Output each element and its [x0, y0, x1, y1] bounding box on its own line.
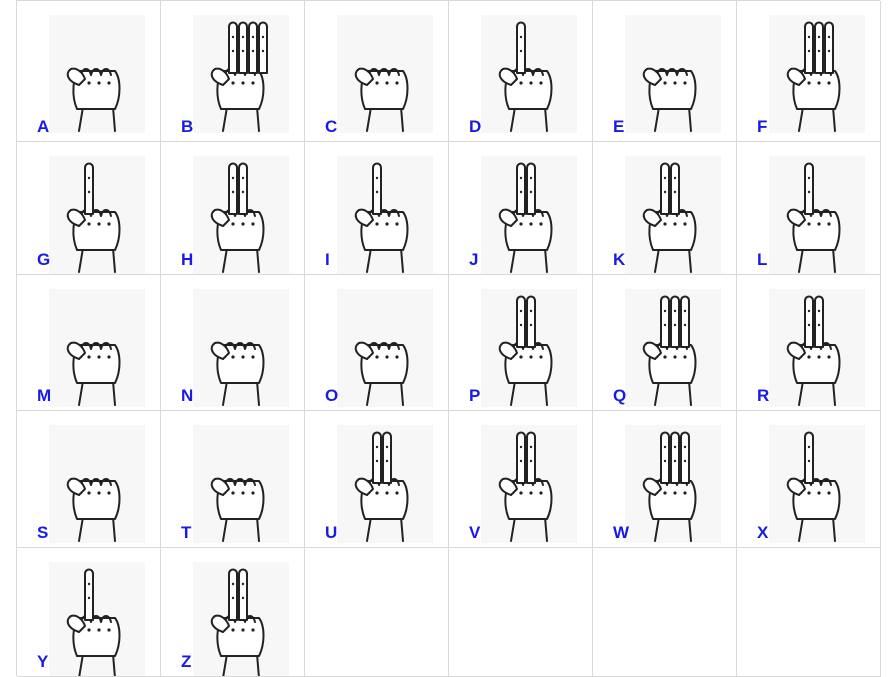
empty-cell: [449, 548, 593, 677]
m-hand-sign-icon: [49, 289, 145, 407]
l-hand-sign-icon: [769, 156, 865, 274]
h-hand-sign-icon: [193, 156, 289, 274]
sign-letter-label: R: [757, 386, 770, 405]
v-hand-sign-icon: [481, 425, 577, 543]
sign-cell-f: [737, 1, 881, 142]
sign-cell-l: [737, 142, 881, 275]
sign-cell-n: [161, 275, 305, 411]
sign-cell-w: [593, 411, 737, 548]
sign-cell-g: [17, 142, 161, 275]
sign-letter-label: A: [37, 117, 50, 136]
sign-letter-label: Z: [181, 652, 192, 671]
t-hand-sign-icon: [193, 425, 289, 543]
sign-cell-b: [161, 1, 305, 142]
sign-letter-label: O: [325, 386, 339, 405]
sign-cell-k: [593, 142, 737, 275]
w-hand-sign-icon: [625, 425, 721, 543]
j-hand-sign-icon: [481, 156, 577, 274]
sign-letter-label: J: [469, 250, 479, 269]
sign-letter-label: Y: [37, 652, 49, 671]
sign-cell-c: [305, 1, 449, 142]
sign-letter-label: L: [757, 250, 768, 269]
sign-cell-r: [737, 275, 881, 411]
b-hand-sign-icon: [193, 15, 289, 133]
sign-cell-e: [593, 1, 737, 142]
empty-cell: [737, 548, 881, 677]
q-hand-sign-icon: [625, 289, 721, 407]
s-hand-sign-icon: [49, 425, 145, 543]
sign-cell-v: [449, 411, 593, 548]
sign-cell-m: [17, 275, 161, 411]
sign-cell-h: [161, 142, 305, 275]
sign-letter-label: T: [181, 523, 192, 542]
sign-cell-j: [449, 142, 593, 275]
sign-letter-label: X: [757, 523, 769, 542]
sign-letter-label: W: [613, 523, 630, 542]
empty-cell: [305, 548, 449, 677]
o-hand-sign-icon: [337, 289, 433, 407]
sign-letter-label: I: [325, 250, 330, 269]
a-hand-sign-icon: [49, 15, 145, 133]
c-hand-sign-icon: [337, 15, 433, 133]
f-hand-sign-icon: [769, 15, 865, 133]
i-hand-sign-icon: [337, 156, 433, 274]
x-hand-sign-icon: [769, 425, 865, 543]
r-hand-sign-icon: [769, 289, 865, 407]
y-hand-sign-icon: [49, 562, 145, 677]
sign-cell-z: [161, 548, 305, 677]
e-hand-sign-icon: [625, 15, 721, 133]
sign-cell-y: [17, 548, 161, 677]
sign-cell-q: [593, 275, 737, 411]
d-hand-sign-icon: [481, 15, 577, 133]
p-hand-sign-icon: [481, 289, 577, 407]
n-hand-sign-icon: [193, 289, 289, 407]
k-hand-sign-icon: [625, 156, 721, 274]
sign-cell-i: [305, 142, 449, 275]
sign-cell-u: [305, 411, 449, 548]
sign-cell-p: [449, 275, 593, 411]
sign-cell-t: [161, 411, 305, 548]
sign-letter-label: V: [469, 523, 481, 542]
sign-cell-x: [737, 411, 881, 548]
sign-letter-label: F: [757, 117, 768, 136]
sign-letter-label: Q: [613, 386, 627, 405]
sign-letter-label: P: [469, 386, 481, 405]
sign-letter-label: H: [181, 250, 194, 269]
sign-letter-label: B: [181, 117, 194, 136]
sign-letter-label: N: [181, 386, 194, 405]
sign-cell-a: [17, 1, 161, 142]
sign-letter-label: U: [325, 523, 338, 542]
empty-cell: [593, 548, 737, 677]
g-hand-sign-icon: [49, 156, 145, 274]
u-hand-sign-icon: [337, 425, 433, 543]
sign-cell-o: [305, 275, 449, 411]
sign-cell-s: [17, 411, 161, 548]
sign-cell-d: [449, 1, 593, 142]
z-hand-sign-icon: [193, 562, 289, 677]
sign-letter-label: C: [325, 117, 338, 136]
sign-letter-label: S: [37, 523, 49, 542]
sign-letter-label: E: [613, 117, 625, 136]
sign-letter-label: G: [37, 250, 51, 269]
sign-letter-label: K: [613, 250, 626, 269]
sign-letter-label: M: [37, 386, 52, 405]
sign-letter-label: D: [469, 117, 482, 136]
alphabet-sign-grid: [16, 0, 880, 676]
